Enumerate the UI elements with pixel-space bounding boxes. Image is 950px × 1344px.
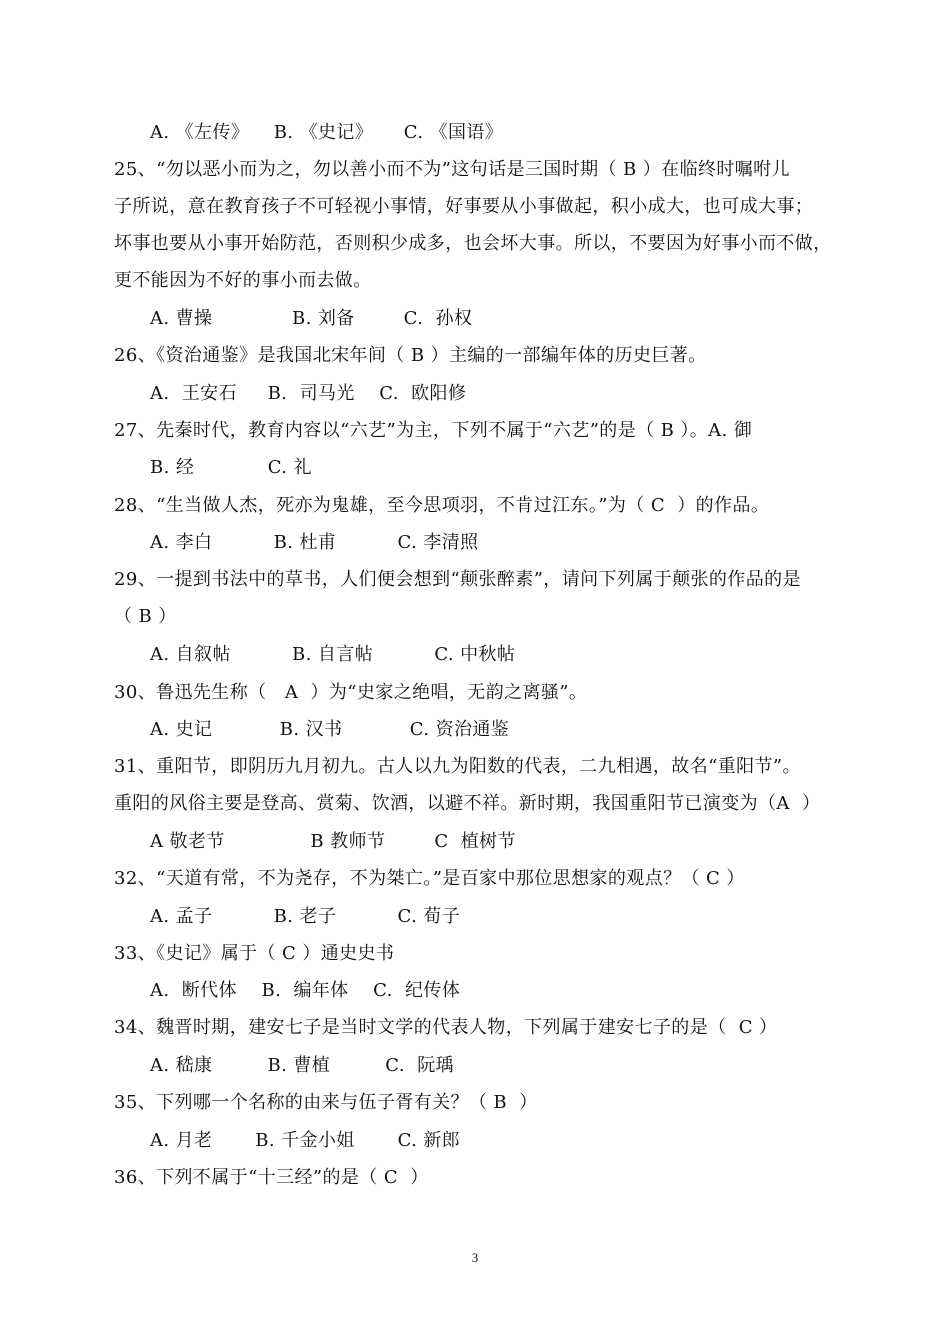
question-26-options: A. 王安石 B. 司马光 C. 欧阳修 [150,383,467,404]
question-31-options: A 敬老节 B 教师节 C 植树节 [150,831,516,852]
question-25-line-3: 坏事也要从小事开始防范，否则积少成多，也会坏大事。所以，不要因为好事小而不做， [114,233,832,254]
question-25-line-1: 25、“勿以恶小而为之，勿以善小而不为”这句话是三国时期（ B ）在临终时嘱咐儿 [114,159,790,180]
question-30: 30、鲁迅先生称（ A ）为“史家之绝唱，无韵之离骚”。 [114,682,588,703]
question-33: 33、《史记》属于（ C ）通史史书 [114,943,395,964]
question-33-options: A. 断代体 B. 编年体 C. 纪传体 [150,980,461,1001]
question-27-options: B. 经 C. 礼 [150,457,312,478]
question-29-line-2: （ B ） [114,606,177,627]
question-26: 26、《资治通鉴》是我国北宋年间（ B ）主编的一部编年体的历史巨著。 [114,345,707,366]
question-25-line-2: 子所说，意在教育孩子不可轻视小事情，好事要从小事做起，积小成大，也可成大事； [114,196,814,217]
question-32: 32、“天道有常，不为尧存，不为桀亡。”是百家中那位思想家的观点？（ C ） [114,868,745,889]
question-24-options: A. 《左传》 B. 《史记》 C. 《国语》 [150,122,504,143]
page-number: 3 [471,1250,479,1265]
question-25-options: A. 曹操 B. 刘备 C. 孙权 [150,308,473,329]
question-34: 34、魏晋时期，建安七子是当时文学的代表人物，下列属于建安七子的是（ C ） [114,1017,778,1038]
question-29-options: A. 自叙帖 B. 自言帖 C. 中秋帖 [150,644,516,665]
question-35-options: A. 月老 B. 千金小姐 C. 新郎 [150,1130,461,1151]
question-30-options: A. 史记 B. 汉书 C. 资治通鉴 [150,719,510,740]
question-36: 36、下列不属于“十三经”的是（ C ） [114,1167,429,1188]
question-29-line-1: 29、一提到书法中的草书，人们便会想到“颠张醉素”，请问下列属于颠张的作品的是 [114,569,801,590]
question-32-options: A. 孟子 B. 老子 C. 荀子 [150,906,461,927]
question-28: 28、“生当做人杰，死亦为鬼雄，至今思项羽，不肯过江东。”为（ C ）的作品。 [114,495,770,516]
question-28-options: A. 李白 B. 杜甫 C. 李清照 [150,532,479,553]
question-34-options: A. 嵇康 B. 曹植 C. 阮瑀 [150,1055,454,1076]
question-25-line-4: 更不能因为不好的事小而去做。 [114,270,372,291]
question-27: 27、先秦时代，教育内容以“六艺”为主，下列不属于“六艺”的是（ B ）。A. 御 [114,420,753,441]
question-31-line-2: 重阳的风俗主要是登高、赏菊、饮酒，以避不祥。新时期，我国重阳节已演变为（A ） [114,793,821,814]
question-31-line-1: 31、重阳节，即阴历九月初九。古人以九为阳数的代表，二九相遇，故名“重阳节”。 [114,756,801,777]
question-35: 35、下列哪一个名称的由来与伍子胥有关？（ B ） [114,1092,538,1113]
